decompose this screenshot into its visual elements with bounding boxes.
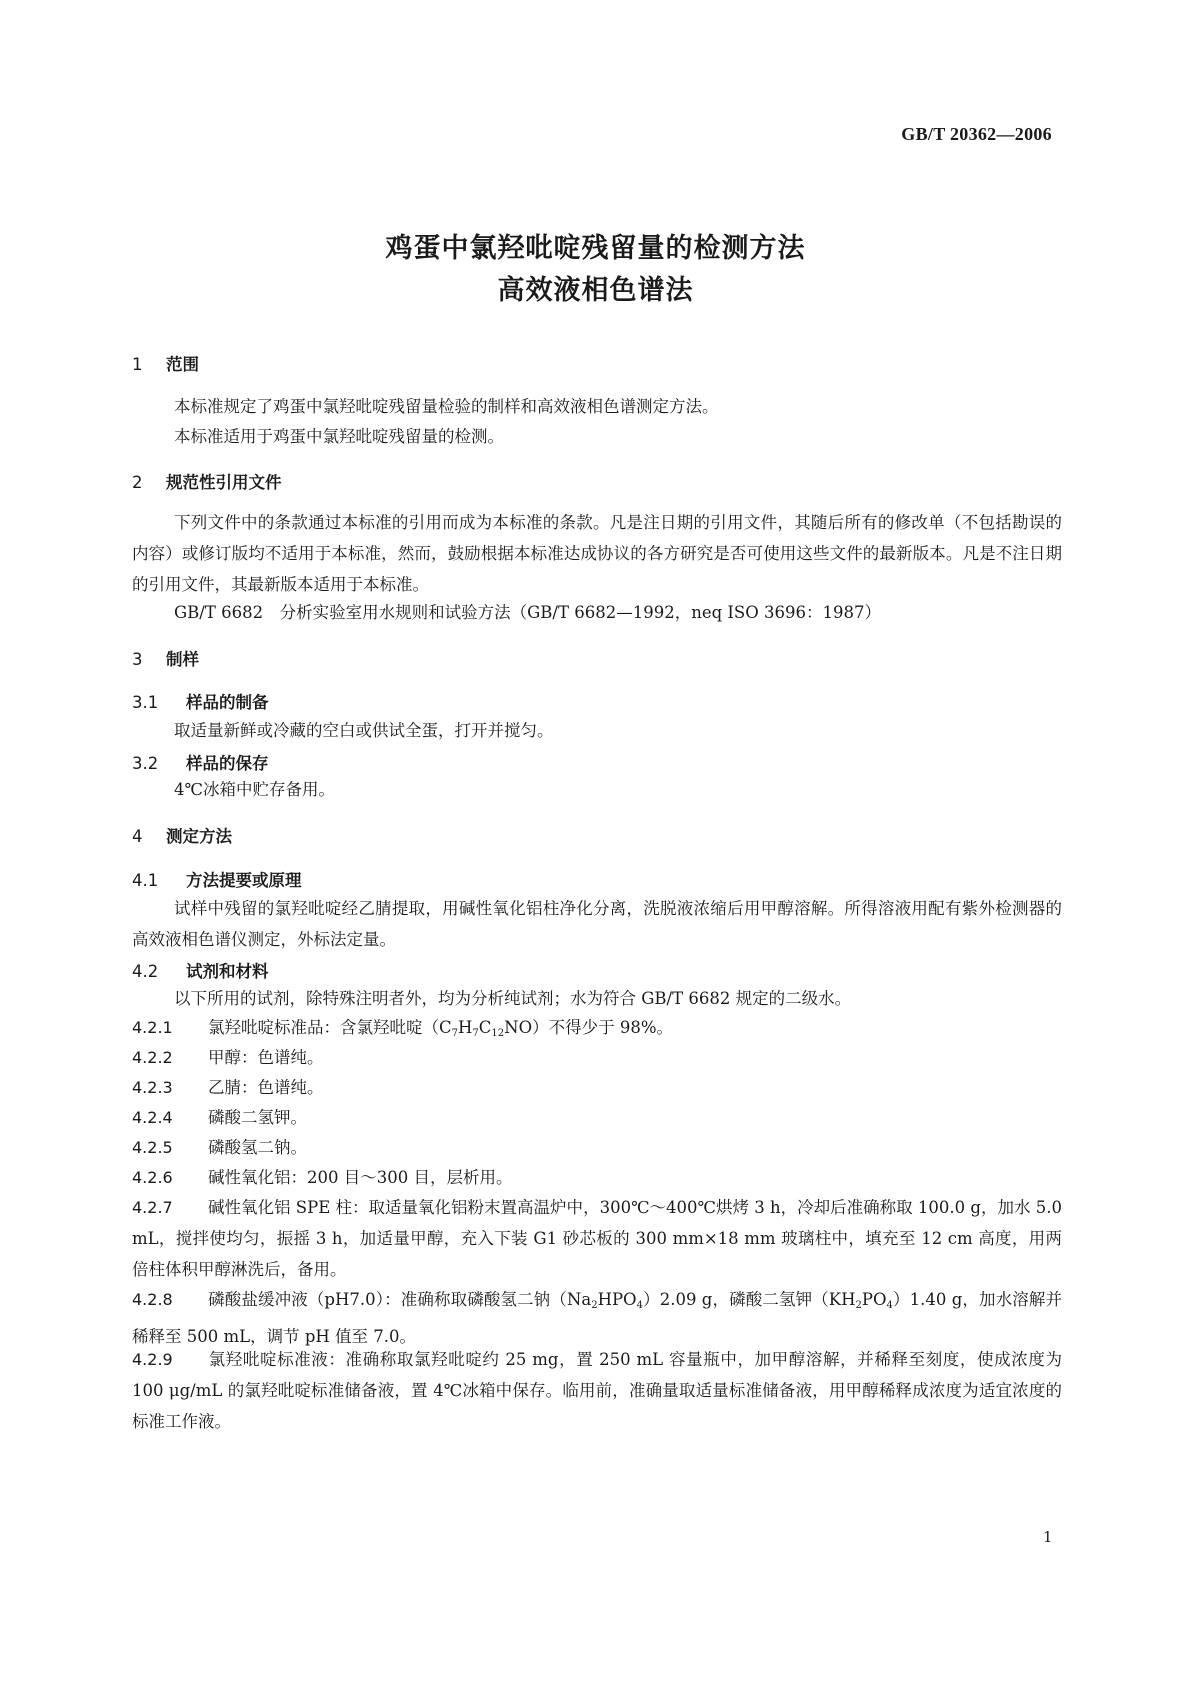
section-2-heading — [132, 469, 282, 493]
section-1-heading — [132, 351, 199, 375]
item-text: 碱性氧化铝：200 目～300 目，层析用。 — [208, 1168, 513, 1187]
section-4-2-heading — [132, 958, 269, 982]
item-number: 4.2.9 — [132, 1350, 173, 1369]
item-number: 4.2.2 — [132, 1048, 173, 1067]
item-number: 4.2.8 — [132, 1290, 173, 1309]
item-number: 4.2.6 — [132, 1168, 173, 1187]
section-title: 规范性引用文件 — [166, 473, 282, 492]
section-4-heading — [132, 823, 232, 847]
subsection-number: 3.1 — [132, 693, 159, 712]
item-4-2-5 — [132, 1132, 1062, 1163]
normative-reference: GB/T 6682 分析实验室用水规则和试验方法（GB/T 6682—1992，neq ISO 3696：1987） — [174, 603, 881, 622]
item-text: 乙腈：色谱纯。 — [208, 1078, 324, 1097]
item-number: 4.2.4 — [132, 1108, 173, 1127]
subsection-number: 4.2 — [132, 962, 159, 981]
item-text: 磷酸氢二钠。 — [208, 1138, 307, 1157]
section-3-1-heading — [132, 689, 269, 713]
section-1-paragraph-1: 本标准规定了鸡蛋中氯羟吡啶残留量检验的制样和高效液相色谱测定方法。 — [174, 397, 719, 416]
item-4-2-8 — [132, 1284, 1062, 1352]
formula-subscript: 7 — [472, 1028, 479, 1039]
subsection-number: 4.1 — [132, 871, 159, 890]
subsection-title: 试剂和材料 — [186, 962, 269, 981]
standard-number: GB/T 20362—2006 — [901, 124, 1052, 144]
item-4-2-9 — [132, 1344, 1062, 1437]
section-number: 2 — [132, 473, 143, 492]
section-3-2-heading — [132, 750, 269, 774]
formula-subscript: 2 — [855, 1300, 862, 1311]
item-text: 碱性氧化铝 SPE 柱：取适量氧化铝粉末置高温炉中，300℃～400℃烘烤 3 h，冷却后准确称取 100.0 g，加水 5.0 mL，搅拌使均匀，振摇 3 h，加适量甲醇，充入下装 G1 砂芯板的 300 mm×18 mm 玻璃柱中，填充至 12 cm 高度，用两倍柱体积甲醇淋洗后，备用。 — [132, 1198, 1062, 1279]
item-4-2-2 — [132, 1042, 1062, 1073]
page-number: 1 — [1043, 1528, 1053, 1546]
item-number: 4.2.3 — [132, 1078, 173, 1097]
document-subtitle: 高效液相色谱法 — [497, 275, 694, 306]
section-title: 范围 — [166, 355, 199, 374]
item-text: HPO — [597, 1290, 637, 1309]
document-title: 鸡蛋中氯羟吡啶残留量的检测方法 — [385, 233, 806, 264]
item-text: 氯羟吡啶标准液：准确称取氯羟吡啶约 25 mg，置 250 mL 容量瓶中，加甲醇溶解，并稀释至刻度，使成浓度为 100 μg/mL 的氯羟吡啶标准储备液，置 4℃冰箱中保存。临用前，准确量取适量标准储备液，用甲醇稀释成浓度为适宜浓度的标准工作液。 — [132, 1350, 1062, 1431]
subsection-number: 3.2 — [132, 754, 159, 773]
section-2-paragraph: 下列文件中的条款通过本标准的引用而成为本标准的条款。凡是注日期的引用文件，其随后所有的修改单（不包括勘误的内容）或修订版均不适用于本标准，然而，鼓励根据本标准达成协议的各方研究是否可使用这些文件的最新版本。凡是不注日期的引用文件，其最新版本适用于本标准。 — [132, 513, 1062, 594]
item-number: 4.2.1 — [132, 1018, 173, 1037]
section-3-2-text: 4℃冰箱中贮存备用。 — [174, 780, 335, 799]
item-4-2-3 — [132, 1072, 1062, 1103]
section-3-1-text: 取适量新鲜或冷藏的空白或供试全蛋，打开并搅匀。 — [174, 721, 554, 740]
formula-subscript: 7 — [451, 1028, 458, 1039]
section-1-paragraph-2: 本标准适用于鸡蛋中氯羟吡啶残留量的检测。 — [174, 427, 504, 446]
section-title: 测定方法 — [166, 827, 232, 846]
item-text: ）2.09 g，磷酸二氢钾（KH — [642, 1290, 856, 1309]
section-title: 制样 — [166, 650, 199, 669]
formula-subscript: 2 — [591, 1300, 598, 1311]
item-4-2-6 — [132, 1162, 1062, 1193]
section-4-2-text: 以下所用的试剂，除特殊注明者外，均为分析纯试剂；水为符合 GB/T 6682 规定的二级水。 — [174, 989, 852, 1008]
section-number: 4 — [132, 827, 143, 846]
section-4-1-text: 试样中残留的氯羟吡啶经乙腈提取，用碱性氧化铝柱净化分离，洗脱液浓缩后用甲醇溶解。所得溶液用配有紫外检测器的高效液相色谱仪测定，外标法定量。 — [132, 899, 1062, 949]
subsection-title: 方法提要或原理 — [186, 871, 302, 890]
formula-subscript: 12 — [491, 1028, 505, 1039]
section-3-heading — [132, 646, 199, 670]
item-text: ）1.40 g，加水溶解并稀释至 500 mL，调节 pH 值至 7.0。 — [132, 1290, 1063, 1346]
item-number: 4.2.7 — [132, 1198, 173, 1217]
section-4-1-heading — [132, 867, 302, 891]
section-number: 1 — [132, 355, 143, 374]
item-text: 氯羟吡啶标准品：含氯羟吡啶（C — [208, 1018, 452, 1037]
item-number: 4.2.5 — [132, 1138, 173, 1157]
subsection-title: 样品的制备 — [186, 693, 269, 712]
item-4-2-4 — [132, 1102, 1062, 1133]
subsection-title: 样品的保存 — [186, 754, 269, 773]
item-text: 磷酸盐缓冲液（pH7.0）：准确称取磷酸氢二钠（Na — [208, 1290, 592, 1309]
formula-element: C — [478, 1018, 492, 1037]
item-text: PO — [861, 1290, 887, 1309]
item-text: NO）不得少于 98%。 — [504, 1018, 674, 1037]
formula-subscript: 4 — [886, 1300, 893, 1311]
item-4-2-7 — [132, 1192, 1062, 1285]
section-number: 3 — [132, 650, 143, 669]
formula-subscript: 4 — [636, 1300, 643, 1311]
formula-element: H — [458, 1018, 473, 1037]
item-text: 甲醇：色谱纯。 — [208, 1048, 324, 1067]
item-text: 磷酸二氢钾。 — [208, 1108, 307, 1127]
